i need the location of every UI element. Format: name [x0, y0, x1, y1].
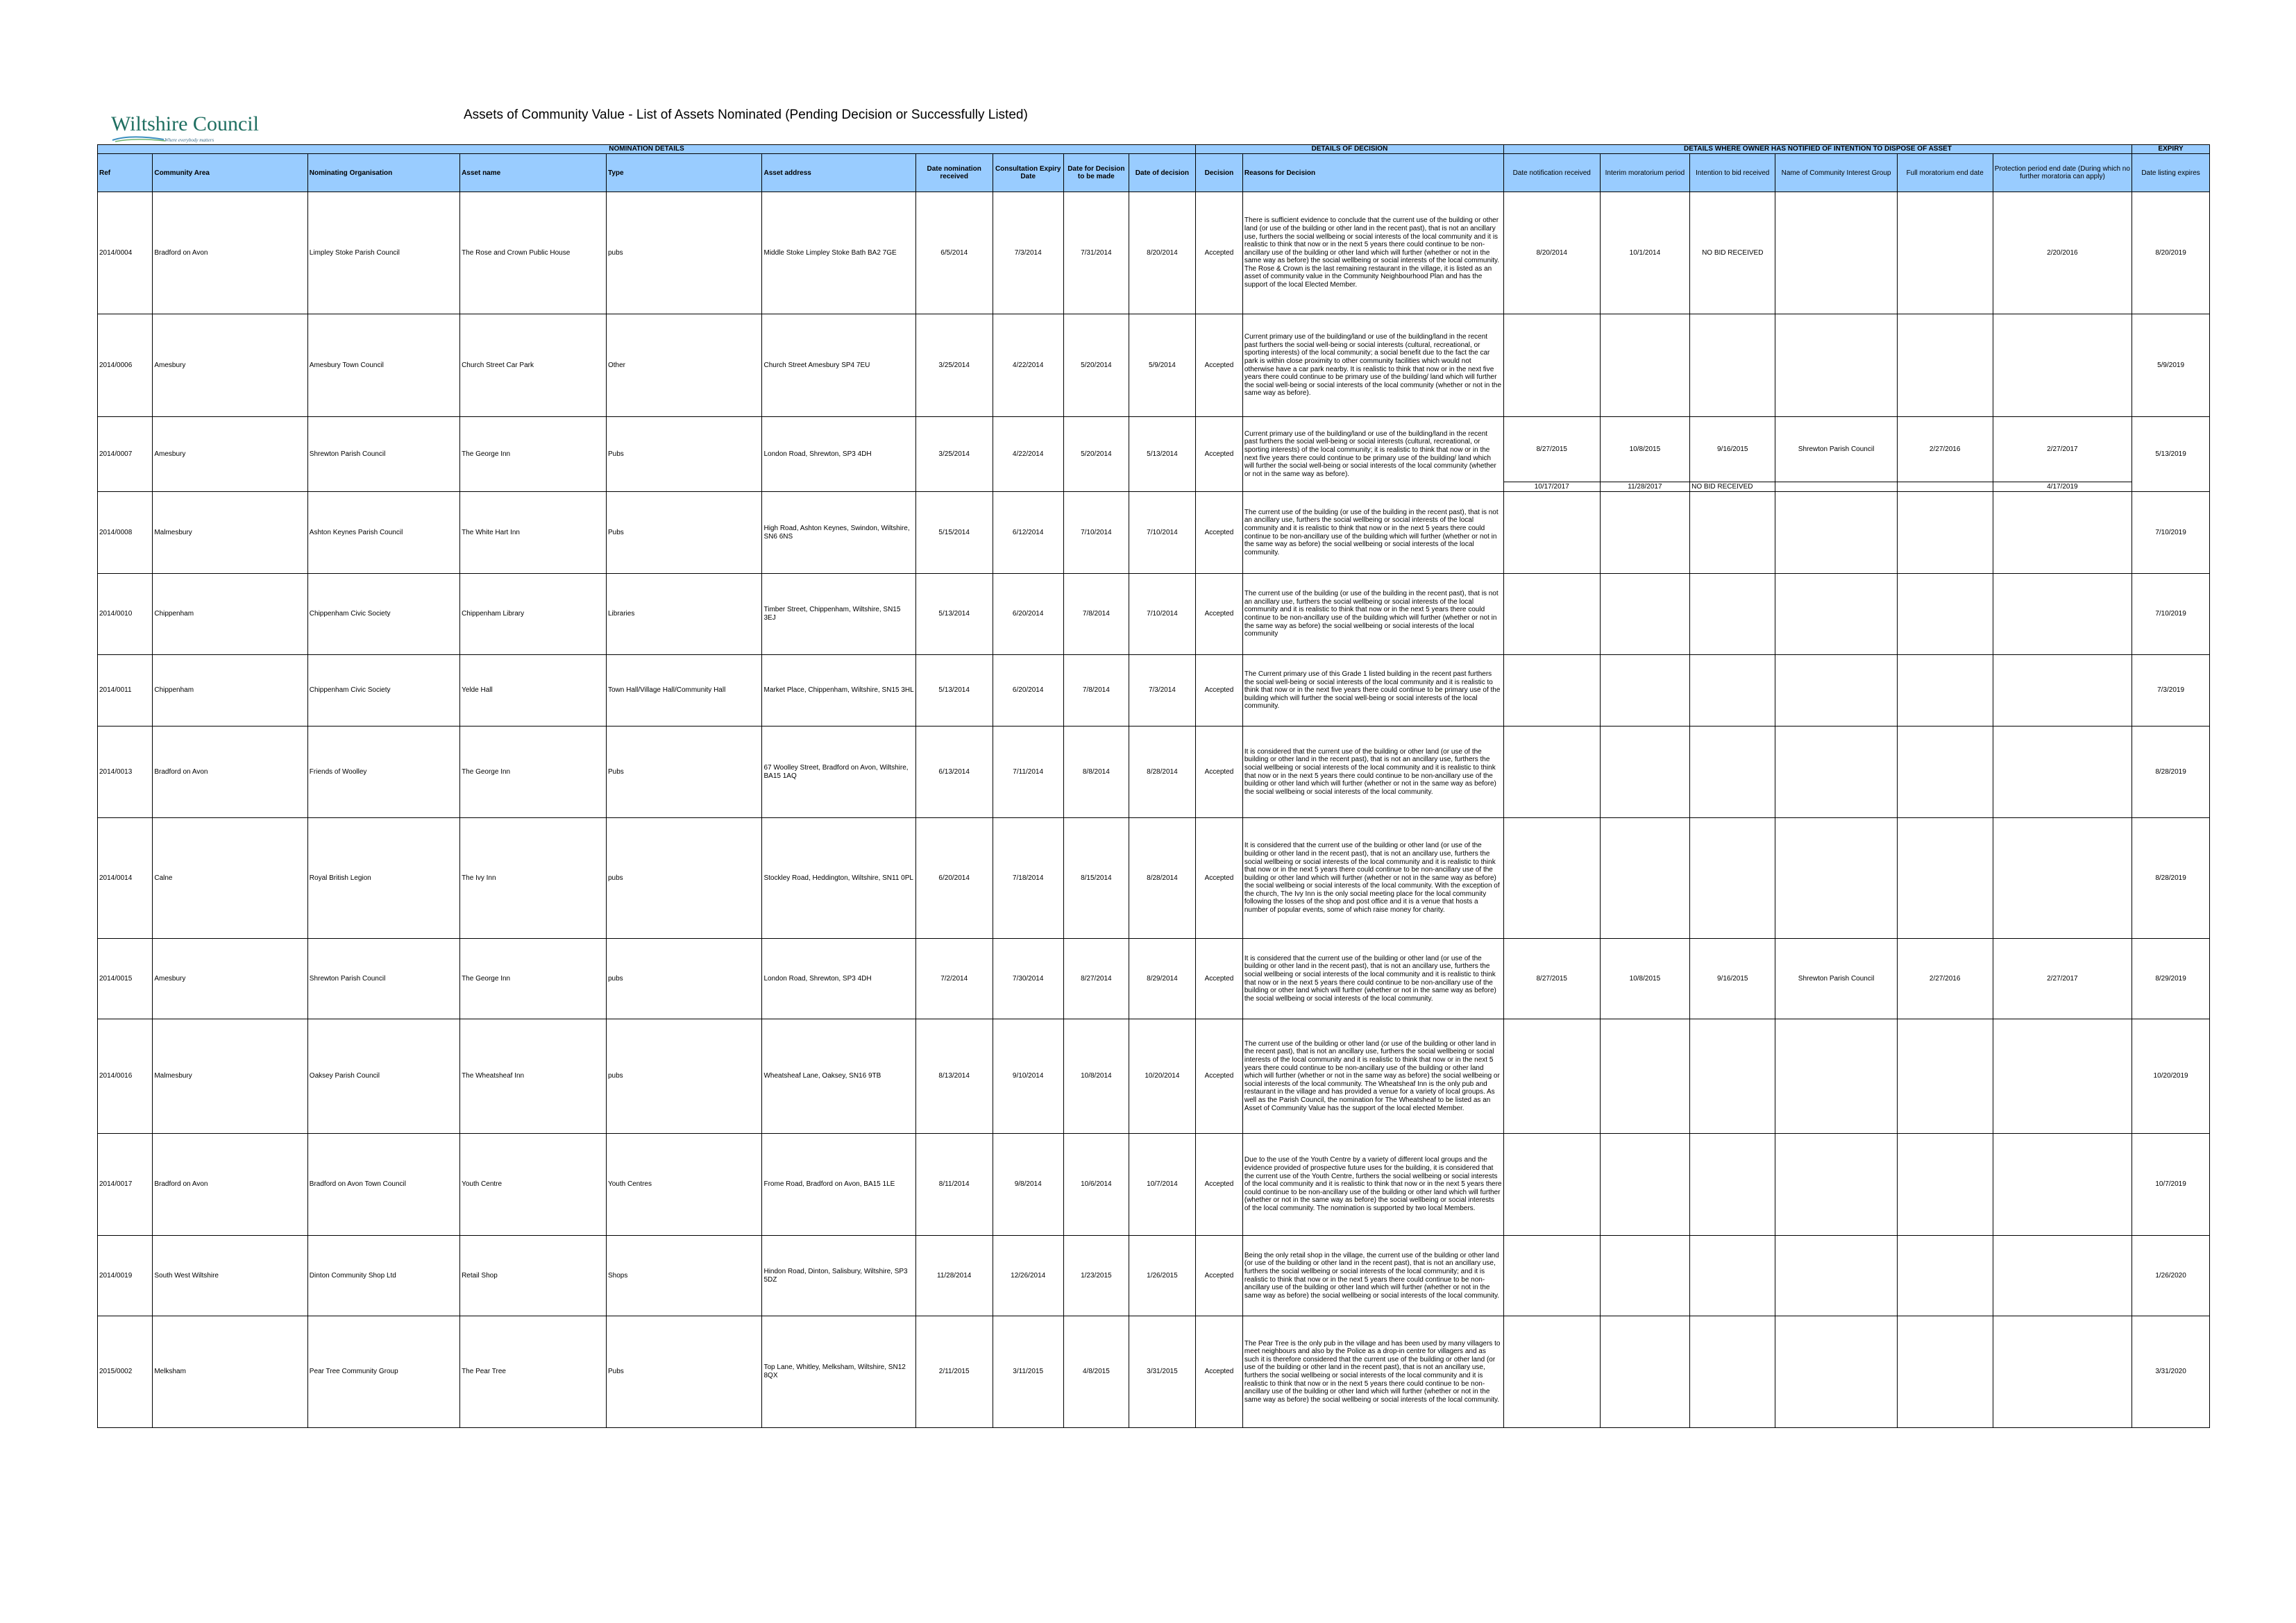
cell-reasons: Being the only retail shop in the village, the current use of the building or other land (or use of the building or other land in the recent past), that is not an ancillary use, furthers the social wellbeing or social interests of the local community; and it is realistic to think that now or in the next 5 years there could continue to be non-ancillary use of the building or other land which will further (whether or not in the same way as before) the social wellbeing or social interests of the local community. [1242, 1236, 1503, 1316]
cell-nominating-organisation: Pear Tree Community Group [307, 1316, 459, 1428]
cell-date-for-decision: 4/8/2015 [1063, 1316, 1129, 1428]
cell-community-area: Bradford on Avon [153, 192, 307, 314]
cell-consultation-expiry: 9/8/2014 [993, 1134, 1063, 1236]
col-reasons-for-decision: Reasons for Decision [1242, 154, 1503, 192]
cell-nominating-organisation: Dinton Community Shop Ltd [307, 1236, 459, 1316]
cell-consultation-expiry: 6/20/2014 [993, 574, 1063, 655]
table-row [98, 1134, 2210, 1236]
cell-date-notification [1503, 726, 1600, 818]
cell-ref: 2014/0013 [98, 726, 153, 818]
cell-protection-end [1993, 1019, 2132, 1134]
cell-ref: 2014/0014 [98, 818, 153, 939]
cell-date-received: 11/28/2014 [915, 1236, 993, 1316]
table-row [98, 655, 2210, 726]
cell-intention-to-bid: NO BID RECEIVED [1690, 192, 1775, 314]
cell-decision: Accepted [1196, 818, 1243, 939]
cell-date-notification [1503, 314, 1600, 417]
cell-date-notification [1503, 1134, 1600, 1236]
section-details-of-decision: DETAILS OF DECISION [1196, 145, 1504, 154]
cell-consultation-expiry: 6/12/2014 [993, 492, 1063, 574]
cell-date-of-decision: 8/20/2014 [1129, 192, 1195, 314]
col-date-nomination-received: Date nomination received [915, 154, 993, 192]
col-asset-address: Asset address [762, 154, 915, 192]
cell-listing-expires: 8/28/2019 [2132, 818, 2210, 939]
cell-date-notification [1503, 492, 1600, 574]
cell-asset-address: 67 Woolley Street, Bradford on Avon, Wiltshire, BA15 1AQ [762, 726, 915, 818]
cell-protection-end [1993, 655, 2132, 726]
col-date-for-decision: Date for Decision to be made [1063, 154, 1129, 192]
cell-nominating-organisation: Shrewton Parish Council [307, 417, 459, 492]
col-decision: Decision [1196, 154, 1243, 192]
cell-date-for-decision: 8/27/2014 [1063, 939, 1129, 1019]
cell-intention-to-bid: 9/16/2015 [1690, 417, 1775, 482]
table-row [98, 417, 2210, 482]
cell-type: Pubs [606, 726, 762, 818]
cell-intention-to-bid [1690, 1316, 1775, 1428]
cell-date-received: 6/20/2014 [915, 818, 993, 939]
cell-ref: 2014/0010 [98, 574, 153, 655]
cell-protection-end [1993, 1316, 2132, 1428]
cell-listing-expires: 8/28/2019 [2132, 726, 2210, 818]
cell-community-group [1775, 1019, 1897, 1134]
cell-asset-address: London Road, Shrewton, SP3 4DH [762, 939, 915, 1019]
cell-community-area: South West Wiltshire [153, 1236, 307, 1316]
table-row [98, 726, 2210, 818]
cell-asset-address: Stockley Road, Heddington, Wiltshire, SN11 0PL [762, 818, 915, 939]
cell-full-moratorium [1897, 492, 1993, 574]
cell-interim-moratorium [1600, 314, 1689, 417]
cell-asset-name: Youth Centre [460, 1134, 607, 1236]
cell-interim-moratorium [1600, 818, 1689, 939]
cell-full-moratorium [1897, 655, 1993, 726]
cell-community-area: Chippenham [153, 655, 307, 726]
col-protection-period-end: Protection period end date (During which no further moratoria can apply) [1993, 154, 2132, 192]
table-row [98, 314, 2210, 417]
cell-full-moratorium [1897, 1316, 1993, 1428]
cell-community-area: Chippenham [153, 574, 307, 655]
cell-date-notification: 8/20/2014 [1503, 192, 1600, 314]
cell-nominating-organisation: Chippenham Civic Society [307, 655, 459, 726]
cell-ref: 2014/0007 [98, 417, 153, 492]
cell-asset-address: Hindon Road, Dinton, Salisbury, Wiltshire, SP3 5DZ [762, 1236, 915, 1316]
cell-full-moratorium [1897, 574, 1993, 655]
cell-decision: Accepted [1196, 574, 1243, 655]
cell-asset-address: London Road, Shrewton, SP3 4DH [762, 417, 915, 492]
cell-community-area: Amesbury [153, 314, 307, 417]
cell-decision: Accepted [1196, 1316, 1243, 1428]
cell-interim-moratorium [1600, 726, 1689, 818]
cell-reasons: It is considered that the current use of the building or other land (or use of the building or other land in the recent past), that is not an ancillary use, furthers the social wellbeing or social interests of the local community and it is realistic to think that now or in the next 5 years there could continue to be non-ancillary use of the building or other land which will further (whether or not in the same way as before) the social wellbeing or social interests of the local community. [1242, 939, 1503, 1019]
col-community-area: Community Area [153, 154, 307, 192]
cell-full-moratorium [1897, 1019, 1993, 1134]
cell-nominating-organisation: Ashton Keynes Parish Council [307, 492, 459, 574]
cell-date-of-decision: 8/28/2014 [1129, 726, 1195, 818]
cell-decision: Accepted [1196, 1134, 1243, 1236]
cell-consultation-expiry: 9/10/2014 [993, 1019, 1063, 1134]
cell-interim-moratorium [1600, 1019, 1689, 1134]
cell-community-group [1775, 655, 1897, 726]
cell-sub-group [1775, 482, 1897, 492]
col-nominating-organisation: Nominating Organisation [307, 154, 459, 192]
cell-nominating-organisation: Bradford on Avon Town Council [307, 1134, 459, 1236]
cell-intention-to-bid [1690, 574, 1775, 655]
cell-date-for-decision: 10/6/2014 [1063, 1134, 1129, 1236]
cell-reasons: The Current primary use of this Grade 1 listed building in the recent past furthers the social well-being or social interests of the local community and it is realistic to think that now or in the next five years there could continue to be primary use of the building which will further the social well-being or social interests of the local community. [1242, 655, 1503, 726]
cell-full-moratorium [1897, 818, 1993, 939]
cell-asset-address: Top Lane, Whitley, Melksham, Wiltshire, SN12 8QX [762, 1316, 915, 1428]
col-interim-moratorium: Interim moratorium period [1600, 154, 1689, 192]
cell-reasons: There is sufficient evidence to conclude that the current use of the building or other land (or use of the building or other land in the recent past), that is not an ancillary use, furthers the social wellbeing or social interests of the local community and it is realistic to think that now or in the next 5 years there could continue to be non-ancillary use of the building or other land which will further (whether or not in the same way as before) the social wellbeing or social interests of the local community. The Rose & Crown is the last remaining restaurant in the village, it is listed as an asset of community value in the Community Neighbourhood Plan and has the support of the local Elected Member. [1242, 192, 1503, 314]
cell-date-of-decision: 1/26/2015 [1129, 1236, 1195, 1316]
cell-sub-protect: 4/17/2019 [1993, 482, 2132, 492]
logo-tagline: Where everybody matters [164, 137, 214, 143]
cell-sub-interim: 11/28/2017 [1600, 482, 1689, 492]
cell-date-for-decision: 8/8/2014 [1063, 726, 1129, 818]
cell-community-group [1775, 726, 1897, 818]
cell-consultation-expiry: 7/18/2014 [993, 818, 1063, 939]
cell-protection-end: 2/20/2016 [1993, 192, 2132, 314]
cell-community-group [1775, 492, 1897, 574]
cell-decision: Accepted [1196, 655, 1243, 726]
cell-date-for-decision: 10/8/2014 [1063, 1019, 1129, 1134]
col-intention-to-bid: Intention to bid received [1690, 154, 1775, 192]
cell-intention-to-bid [1690, 655, 1775, 726]
cell-asset-name: Yelde Hall [460, 655, 607, 726]
cell-listing-expires: 7/10/2019 [2132, 574, 2210, 655]
cell-decision: Accepted [1196, 1236, 1243, 1316]
cell-date-notification [1503, 574, 1600, 655]
cell-type: Pubs [606, 417, 762, 492]
section-nomination-details: NOMINATION DETAILS [98, 145, 1196, 154]
cell-asset-name: The Rose and Crown Public House [460, 192, 607, 314]
cell-date-of-decision: 7/10/2014 [1129, 492, 1195, 574]
cell-nominating-organisation: Limpley Stoke Parish Council [307, 192, 459, 314]
cell-intention-to-bid [1690, 1134, 1775, 1236]
cell-intention-to-bid [1690, 818, 1775, 939]
cell-date-of-decision: 8/29/2014 [1129, 939, 1195, 1019]
cell-community-group: Shrewton Parish Council [1775, 417, 1897, 482]
assets-table [97, 144, 2210, 1428]
cell-community-group [1775, 574, 1897, 655]
table-row [98, 192, 2210, 314]
wiltshire-council-logo [111, 112, 259, 147]
cell-date-notification [1503, 1019, 1600, 1134]
cell-asset-name: The Pear Tree [460, 1316, 607, 1428]
cell-listing-expires: 7/10/2019 [2132, 492, 2210, 574]
table-row [98, 1316, 2210, 1428]
cell-decision: Accepted [1196, 939, 1243, 1019]
cell-interim-moratorium [1600, 1236, 1689, 1316]
cell-community-area: Amesbury [153, 939, 307, 1019]
cell-asset-address: Market Place, Chippenham, Wiltshire, SN15 3HL [762, 655, 915, 726]
table-row [98, 818, 2210, 939]
cell-consultation-expiry: 4/22/2014 [993, 417, 1063, 492]
cell-community-group [1775, 192, 1897, 314]
cell-date-for-decision: 5/20/2014 [1063, 417, 1129, 492]
cell-decision: Accepted [1196, 1019, 1243, 1134]
cell-reasons: The current use of the building (or use of the building in the recent past), that is not an ancillary use, furthers the social wellbeing or social interests of the local community and it is realistic to think that now or in the next 5 years there could continue to be non-ancillary use of the building which will further (whether or not in the same way as before) the social wellbeing or social interests of the local community. [1242, 492, 1503, 574]
cell-community-group [1775, 1316, 1897, 1428]
cell-date-received: 8/11/2014 [915, 1134, 993, 1236]
cell-listing-expires: 10/7/2019 [2132, 1134, 2210, 1236]
cell-listing-expires: 10/20/2019 [2132, 1019, 2210, 1134]
cell-date-for-decision: 1/23/2015 [1063, 1236, 1129, 1316]
cell-intention-to-bid [1690, 492, 1775, 574]
cell-asset-name: The George Inn [460, 417, 607, 492]
col-ref: Ref [98, 154, 153, 192]
table-row [98, 1236, 2210, 1316]
cell-asset-address: Timber Street, Chippenham, Wiltshire, SN15 3EJ [762, 574, 915, 655]
cell-community-area: Calne [153, 818, 307, 939]
cell-community-group [1775, 314, 1897, 417]
cell-full-moratorium [1897, 192, 1993, 314]
cell-type: Pubs [606, 1316, 762, 1428]
cell-type: pubs [606, 939, 762, 1019]
cell-date-notification [1503, 1236, 1600, 1316]
cell-community-area: Amesbury [153, 417, 307, 492]
cell-protection-end [1993, 1134, 2132, 1236]
cell-date-for-decision: 8/15/2014 [1063, 818, 1129, 939]
cell-protection-end [1993, 314, 2132, 417]
cell-date-received: 5/15/2014 [915, 492, 993, 574]
cell-date-received: 3/25/2014 [915, 417, 993, 492]
col-community-interest-group: Name of Community Interest Group [1775, 154, 1897, 192]
cell-community-group [1775, 1236, 1897, 1316]
cell-interim-moratorium [1600, 655, 1689, 726]
cell-intention-to-bid [1690, 314, 1775, 417]
cell-consultation-expiry: 12/26/2014 [993, 1236, 1063, 1316]
cell-full-moratorium [1897, 1134, 1993, 1236]
cell-type: pubs [606, 1019, 762, 1134]
cell-date-notification: 8/27/2015 [1503, 417, 1600, 482]
cell-community-group [1775, 1134, 1897, 1236]
table-row [98, 1019, 2210, 1134]
cell-date-notification [1503, 1316, 1600, 1428]
cell-ref: 2014/0004 [98, 192, 153, 314]
cell-listing-expires: 7/3/2019 [2132, 655, 2210, 726]
cell-reasons: The Pear Tree is the only pub in the village and has been used by many villagers to meet neighbours and also by the Police as a drop-in centre for villagers and as such it is therefore considered that the current use of the building or other land (or use of the building or other land in the recent past), that is not an ancillary use, furthers the social wellbeing or social interests of the local community and it is realistic to think that now or in the next 5 years there could continue to be non-ancillary use of the building or other land which will further (whether or not in the same way as before) the social wellbeing or social interests of the local community. [1242, 1316, 1503, 1428]
cell-asset-name: The Ivy Inn [460, 818, 607, 939]
cell-decision: Accepted [1196, 492, 1243, 574]
section-expiry: EXPIRY [2132, 145, 2210, 154]
cell-date-notification: 8/27/2015 [1503, 939, 1600, 1019]
cell-listing-expires: 8/29/2019 [2132, 939, 2210, 1019]
cell-nominating-organisation: Royal British Legion [307, 818, 459, 939]
cell-date-notification [1503, 655, 1600, 726]
cell-asset-address: Church Street Amesbury SP4 7EU [762, 314, 915, 417]
cell-ref: 2014/0015 [98, 939, 153, 1019]
cell-date-of-decision: 7/3/2014 [1129, 655, 1195, 726]
cell-listing-expires: 3/31/2020 [2132, 1316, 2210, 1428]
cell-reasons: Current primary use of the building/land or use of the building/land in the recent past furthers the social well-being or social interests (cultural, recreational, or sporting interests) of the local community; a social benefit due to the fact the car park is within close proximity to other community facilities which would not otherwise have a car park nearby. It is realistic to think that now or in the next five years there could continue to be primary use of the building/ land which will further the social well-being or social interests of the local community (whether or not in the same way as before). [1242, 314, 1503, 417]
cell-consultation-expiry: 4/22/2014 [993, 314, 1063, 417]
cell-protection-end [1993, 818, 2132, 939]
cell-decision: Accepted [1196, 192, 1243, 314]
cell-interim-moratorium [1600, 1316, 1689, 1428]
cell-community-area: Malmesbury [153, 1019, 307, 1134]
cell-sub-bid: NO BID RECEIVED [1690, 482, 1775, 492]
cell-ref: 2014/0017 [98, 1134, 153, 1236]
cell-decision: Accepted [1196, 314, 1243, 417]
cell-ref: 2014/0019 [98, 1236, 153, 1316]
cell-date-received: 6/5/2014 [915, 192, 993, 314]
cell-listing-expires: 1/26/2020 [2132, 1236, 2210, 1316]
cell-date-for-decision: 7/10/2014 [1063, 492, 1129, 574]
cell-type: Youth Centres [606, 1134, 762, 1236]
cell-protection-end [1993, 492, 2132, 574]
cell-protection-end: 2/27/2017 [1993, 939, 2132, 1019]
cell-full-moratorium [1897, 1236, 1993, 1316]
cell-intention-to-bid: 9/16/2015 [1690, 939, 1775, 1019]
cell-type: Libraries [606, 574, 762, 655]
cell-consultation-expiry: 7/3/2014 [993, 192, 1063, 314]
cell-decision: Accepted [1196, 417, 1243, 492]
cell-community-group: Shrewton Parish Council [1775, 939, 1897, 1019]
cell-community-area: Malmesbury [153, 492, 307, 574]
cell-ref: 2014/0011 [98, 655, 153, 726]
cell-intention-to-bid [1690, 1019, 1775, 1134]
cell-asset-name: The Wheatsheaf Inn [460, 1019, 607, 1134]
cell-date-of-decision: 5/13/2014 [1129, 417, 1195, 492]
cell-date-for-decision: 5/20/2014 [1063, 314, 1129, 417]
col-date-notification-received: Date notification received [1503, 154, 1600, 192]
col-date-of-decision: Date of decision [1129, 154, 1195, 192]
cell-type: Other [606, 314, 762, 417]
cell-ref: 2015/0002 [98, 1316, 153, 1428]
table-row [98, 939, 2210, 1019]
cell-protection-end: 2/27/2017 [1993, 417, 2132, 482]
cell-ref: 2014/0006 [98, 314, 153, 417]
cell-protection-end [1993, 574, 2132, 655]
cell-reasons: Current primary use of the building/land or use of the building/land in the recent past furthers the social well-being or social interests (cultural, recreational, or sporting interests) of the local community; it is realistic to think that now or in the next five years there could continue to be primary use of the building/ land which will further the social well-being or social interests of the local community (whether or not in the same way as before). [1242, 417, 1503, 492]
cell-type: pubs [606, 192, 762, 314]
cell-interim-moratorium: 10/8/2015 [1600, 939, 1689, 1019]
cell-decision: Accepted [1196, 726, 1243, 818]
cell-consultation-expiry: 7/11/2014 [993, 726, 1063, 818]
cell-sub-full [1897, 482, 1993, 492]
cell-interim-moratorium: 10/8/2015 [1600, 417, 1689, 482]
cell-sub-notif: 10/17/2017 [1503, 482, 1600, 492]
cell-date-of-decision: 10/7/2014 [1129, 1134, 1195, 1236]
table-row [98, 492, 2210, 574]
cell-asset-name: Church Street Car Park [460, 314, 607, 417]
logo-text: Wiltshire Council [111, 112, 259, 135]
cell-asset-address: Wheatsheaf Lane, Oaksey, SN16 9TB [762, 1019, 915, 1134]
cell-date-of-decision: 7/10/2014 [1129, 574, 1195, 655]
cell-asset-name: The White Hart Inn [460, 492, 607, 574]
cell-protection-end [1993, 1236, 2132, 1316]
cell-listing-expires: 5/13/2019 [2132, 417, 2210, 492]
cell-date-of-decision: 3/31/2015 [1129, 1316, 1195, 1428]
cell-asset-name: Retail Shop [460, 1236, 607, 1316]
cell-reasons: It is considered that the current use of the building or other land (or use of the building or other land in the recent past), that is not an ancillary use, furthers the social wellbeing or social interests of the local community and it is realistic to think that now or in the next 5 years there could continue to be non-ancillary use of the building or other land which will further (whether or not in the same way as before) the social wellbeing or social interests of the local community. [1242, 726, 1503, 818]
table-row [98, 574, 2210, 655]
cell-date-received: 5/13/2014 [915, 574, 993, 655]
cell-consultation-expiry: 6/20/2014 [993, 655, 1063, 726]
cell-full-moratorium [1897, 314, 1993, 417]
cell-asset-name: The George Inn [460, 939, 607, 1019]
cell-interim-moratorium [1600, 574, 1689, 655]
cell-interim-moratorium [1600, 492, 1689, 574]
cell-nominating-organisation: Shrewton Parish Council [307, 939, 459, 1019]
cell-listing-expires: 8/20/2019 [2132, 192, 2210, 314]
cell-nominating-organisation: Friends of Woolley [307, 726, 459, 818]
cell-full-moratorium: 2/27/2016 [1897, 939, 1993, 1019]
cell-date-received: 2/11/2015 [915, 1316, 993, 1428]
cell-intention-to-bid [1690, 726, 1775, 818]
cell-community-area: Melksham [153, 1316, 307, 1428]
cell-ref: 2014/0008 [98, 492, 153, 574]
col-asset-name: Asset name [460, 154, 607, 192]
cell-type: Shops [606, 1236, 762, 1316]
cell-date-received: 7/2/2014 [915, 939, 993, 1019]
cell-date-received: 6/13/2014 [915, 726, 993, 818]
col-full-moratorium-end: Full moratorium end date [1897, 154, 1993, 192]
cell-asset-name: Chippenham Library [460, 574, 607, 655]
cell-date-notification [1503, 818, 1600, 939]
cell-asset-name: The George Inn [460, 726, 607, 818]
cell-reasons: The current use of the building or other land (or use of the building or other land in the recent past), that is not an ancillary use, furthers the social wellbeing or social interests of the local community and it is realistic to think that now or in the next 5 years there could continue to be non-ancillary use of the building or other land which will further (whether or not in the same way as before) the social wellbeing or social interests of the local community. The Wheatsheaf Inn is the only pub and restaurant in the village and has provided a venue for a variety of local groups. As well as the Parish Council, the nomination for The Wheatsheaf to be listed as an Asset of Community Value has the support of the local elected Member. [1242, 1019, 1503, 1134]
cell-reasons: It is considered that the current use of the building or other land (or use of the building or other land in the recent past), that is not an ancillary use, furthers the social wellbeing or social interests of the local community and it is realistic to think that now or in the next 5 years there could continue to be non-ancillary use of the building or other land which will further (whether or not in the same way as before) the social wellbeing or social interests of the local community. With the exception of the church, The Ivy Inn is the only social meeting place for the local community following the losses of the shop and post office and it is a venue that hosts a number of popular events, some of which raise money for charity. [1242, 818, 1503, 939]
cell-type: pubs [606, 818, 762, 939]
cell-nominating-organisation: Amesbury Town Council [307, 314, 459, 417]
cell-date-received: 5/13/2014 [915, 655, 993, 726]
col-consultation-expiry: Consultation Expiry Date [993, 154, 1063, 192]
cell-type: Pubs [606, 492, 762, 574]
cell-intention-to-bid [1690, 1236, 1775, 1316]
cell-type: Town Hall/Village Hall/Community Hall [606, 655, 762, 726]
cell-asset-address: Middle Stoke Limpley Stoke Bath BA2 7GE [762, 192, 915, 314]
cell-consultation-expiry: 7/30/2014 [993, 939, 1063, 1019]
cell-full-moratorium [1897, 726, 1993, 818]
cell-asset-address: High Road, Ashton Keynes, Swindon, Wiltshire, SN6 6NS [762, 492, 915, 574]
cell-community-area: Bradford on Avon [153, 1134, 307, 1236]
col-date-listing-expires: Date listing expires [2132, 154, 2210, 192]
cell-date-received: 3/25/2014 [915, 314, 993, 417]
cell-date-of-decision: 8/28/2014 [1129, 818, 1195, 939]
cell-date-for-decision: 7/31/2014 [1063, 192, 1129, 314]
cell-reasons: Due to the use of the Youth Centre by a variety of different local groups and the evidence provided of prospective future uses for the building, it is considered that the current use of the Youth Centre, furthers the social wellbeing or social interests of the local community and it is realistic to think that now or in the next 5 years there could continue to be non-ancillary use of the building or other land which will further (whether or not in the same way as before) the social wellbeing or social interests of the local community. The nomination is supported by two local Members. [1242, 1134, 1503, 1236]
cell-nominating-organisation: Oaksey Parish Council [307, 1019, 459, 1134]
cell-date-of-decision: 10/20/2014 [1129, 1019, 1195, 1134]
cell-ref: 2014/0016 [98, 1019, 153, 1134]
col-type: Type [606, 154, 762, 192]
cell-date-for-decision: 7/8/2014 [1063, 655, 1129, 726]
cell-date-received: 8/13/2014 [915, 1019, 993, 1134]
cell-date-of-decision: 5/9/2014 [1129, 314, 1195, 417]
section-owner-disposal: DETAILS WHERE OWNER HAS NOTIFIED OF INTENTION TO DISPOSE OF ASSET [1503, 145, 2132, 154]
cell-community-area: Bradford on Avon [153, 726, 307, 818]
cell-interim-moratorium: 10/1/2014 [1600, 192, 1689, 314]
cell-listing-expires: 5/9/2019 [2132, 314, 2210, 417]
cell-nominating-organisation: Chippenham Civic Society [307, 574, 459, 655]
logo-swoosh-icon [111, 135, 167, 143]
cell-reasons: The current use of the building (or use of the building in the recent past), that is not an ancillary use, furthers the social wellbeing or social interests of the local community and it is realistic to think that now or in the next 5 years there could continue to be non-ancillary use of the building which will further (whether or not in the same way as before) the social wellbeing or social interests of the local community [1242, 574, 1503, 655]
cell-interim-moratorium [1600, 1134, 1689, 1236]
cell-full-moratorium: 2/27/2016 [1897, 417, 1993, 482]
cell-consultation-expiry: 3/11/2015 [993, 1316, 1063, 1428]
cell-protection-end [1993, 726, 2132, 818]
cell-community-group [1775, 818, 1897, 939]
cell-asset-address: Frome Road, Bradford on Avon, BA15 1LE [762, 1134, 915, 1236]
document-title: Assets of Community Value - List of Assets Nominated (Pending Decision or Successfully Listed) [464, 108, 1028, 122]
cell-date-for-decision: 7/8/2014 [1063, 574, 1129, 655]
